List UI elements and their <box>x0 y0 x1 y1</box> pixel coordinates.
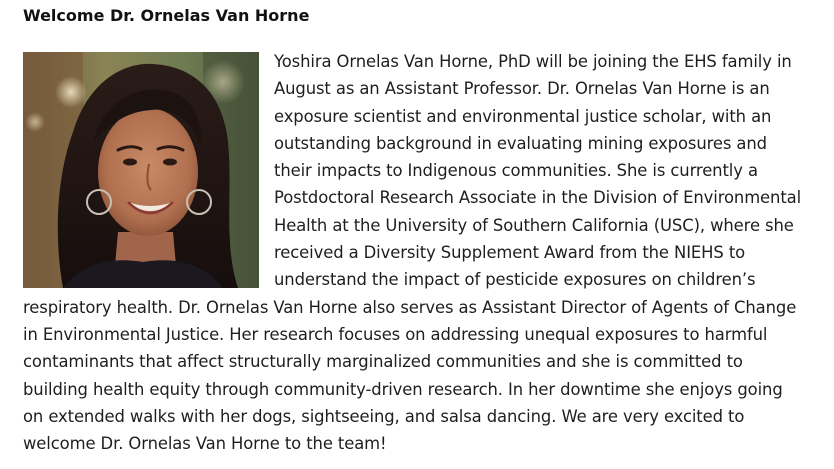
article <box>23 0 803 457</box>
article-heading: Welcome Dr. Ornelas Van Horne <box>23 6 310 25</box>
portrait-photo <box>23 52 259 288</box>
article-body-container <box>23 48 803 457</box>
article-body-text: Yoshira Ornelas Van Horne, PhD will be joining the EHS family in August as an Assistant Professor. Dr. Ornelas Van Horne is an exposure scientist and environmental justice scholar, with an outstanding background in evaluating mining exposures and their impacts to Indigenous communities. She is currently a Postdoctoral Research Associate in the Division of Environmental Health at the University of Southern California (USC), where she received a Diversity Supplement Award from the NIEHS to understand the impact of pesticide exposures on children’s respiratory health. Dr. Ornelas Van Horne also serves as Assistant Director of Agents of Change in Environmental Justice. Her research focuses on addressing unequal exposures to harmful contaminants that affect structurally marginalized communities and she is committed to building health equity through community-driven research. In her downtime she enjoys going on extended walks with her dogs, sightseeing, and salsa dancing. We are very excited to welcome Dr. Ornelas Van Horne to the team! <box>23 52 802 454</box>
